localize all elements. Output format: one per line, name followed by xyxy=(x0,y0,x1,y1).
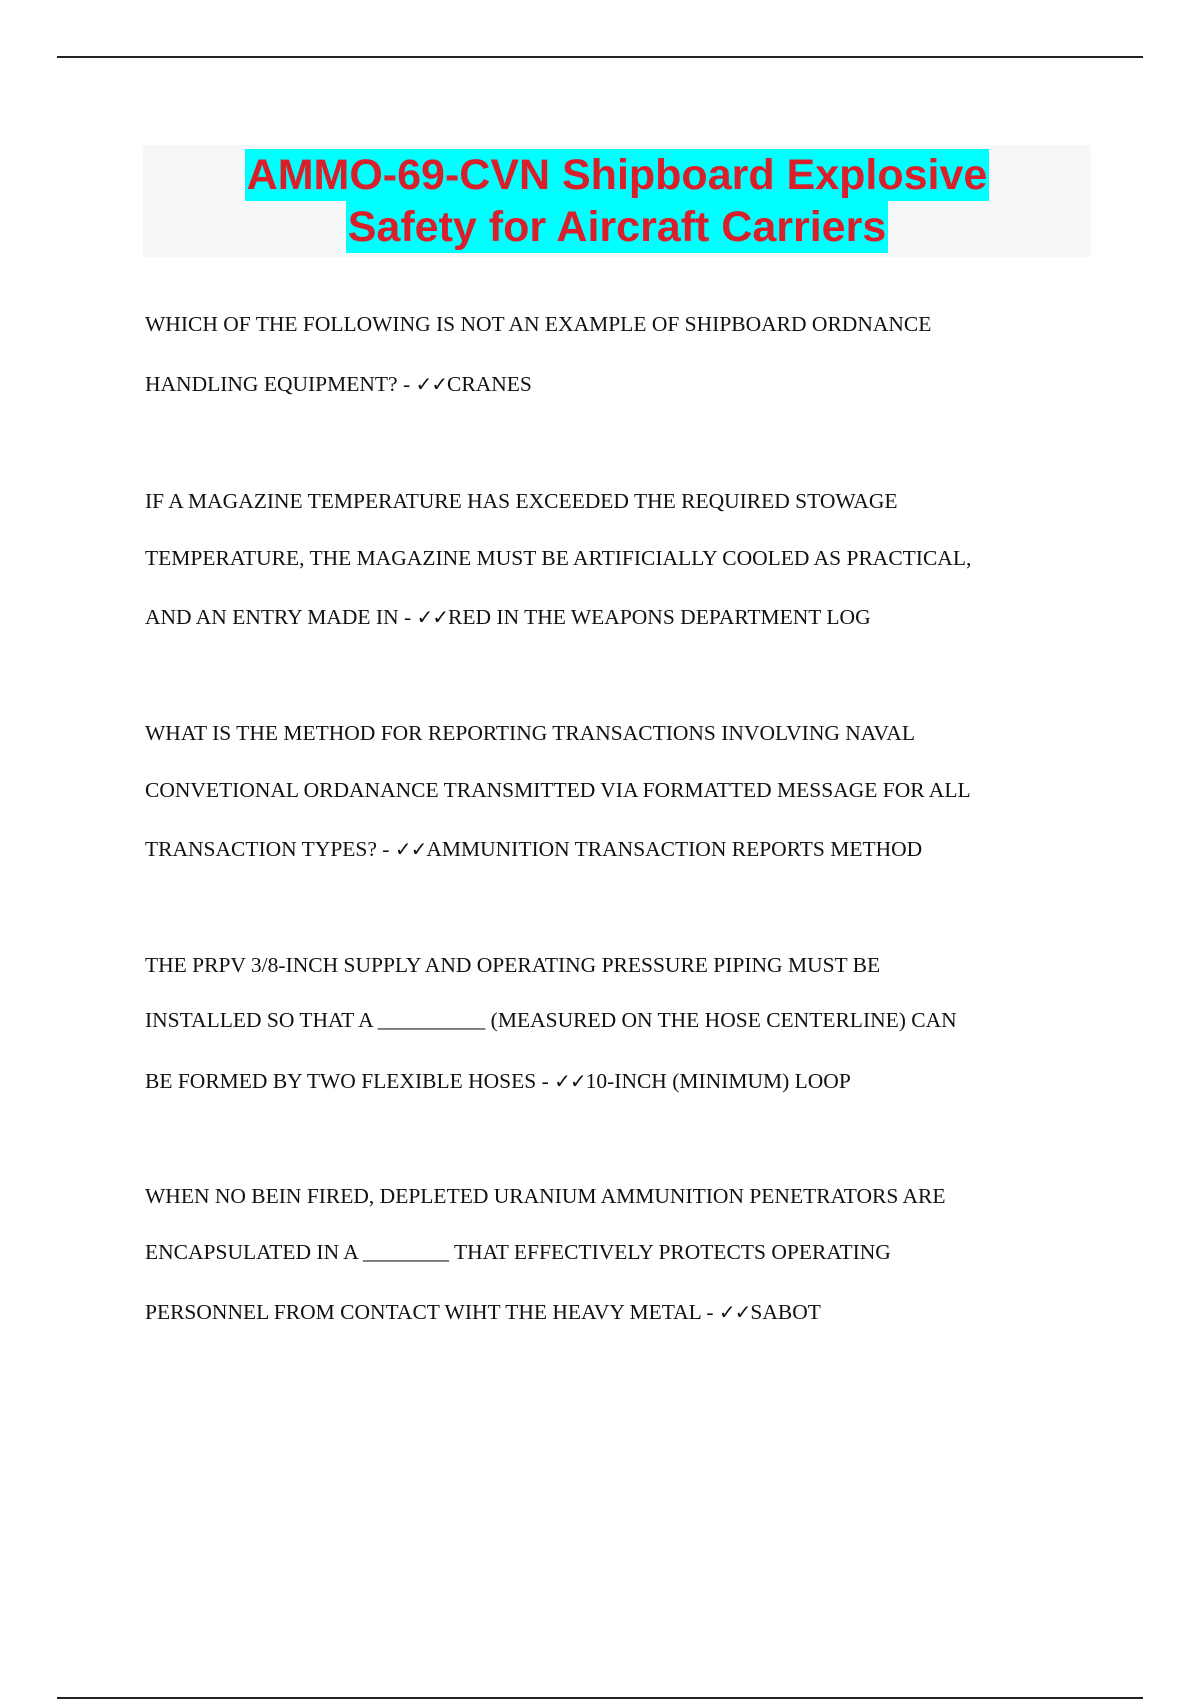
question-line: WHEN NO BEIN FIRED, DEPLETED URANIUM AMMUNITION PENETRATORS ARE xyxy=(145,1184,946,1208)
question-line: CONVETIONAL ORDANANCE TRANSMITTED VIA FORMATTED MESSAGE FOR ALL xyxy=(145,778,971,802)
question-line: WHAT IS THE METHOD FOR REPORTING TRANSACTIONS INVOLVING NAVAL xyxy=(145,721,915,745)
question-line: TEMPERATURE, THE MAGAZINE MUST BE ARTIFICIALLY COOLED AS PRACTICAL, xyxy=(145,546,972,570)
question-line xyxy=(145,1298,821,1326)
question-line xyxy=(145,370,532,398)
question-line xyxy=(145,603,871,631)
answer-text: AMMUNITION TRANSACTION REPORTS METHOD xyxy=(426,837,923,861)
question-text: BE FORMED BY TWO FLEXIBLE HOSES - xyxy=(145,1069,555,1093)
question-line xyxy=(145,1067,851,1095)
double-check-icon: ✓✓ xyxy=(718,1300,751,1324)
double-check-icon: ✓✓ xyxy=(416,605,449,629)
answer-text: CRANES xyxy=(447,372,532,396)
title-box xyxy=(143,145,1091,257)
question-text: AND AN ENTRY MADE IN - xyxy=(145,605,417,629)
question-line: THE PRPV 3/8-INCH SUPPLY AND OPERATING PRESSURE PIPING MUST BE xyxy=(145,953,881,977)
double-check-icon: ✓✓ xyxy=(394,837,427,861)
question-text: TRANSACTION TYPES? - xyxy=(145,837,395,861)
question-line: ENCAPSULATED IN A ________ THAT EFFECTIVELY PROTECTS OPERATING xyxy=(145,1240,891,1264)
question-line xyxy=(145,835,922,863)
question-line: WHICH OF THE FOLLOWING IS NOT AN EXAMPLE OF SHIPBOARD ORDNANCE xyxy=(145,312,932,336)
document-title-line-1: AMMO-69-CVN Shipboard Explosive xyxy=(246,151,988,199)
answer-text: RED IN THE WEAPONS DEPARTMENT LOG xyxy=(448,605,871,629)
document-title-line-2: Safety for Aircraft Carriers xyxy=(347,203,887,251)
answer-text: 10-INCH (MINIMUM) LOOP xyxy=(585,1069,851,1093)
question-text: HANDLING EQUIPMENT? - xyxy=(145,372,416,396)
double-check-icon: ✓✓ xyxy=(554,1069,586,1093)
question-text: PERSONNEL FROM CONTACT WIHT THE HEAVY METAL - xyxy=(145,1300,719,1324)
bottom-rule xyxy=(57,1697,1143,1699)
question-line: INSTALLED SO THAT A __________ (MEASURED ON THE HOSE CENTERLINE) CAN xyxy=(145,1008,957,1032)
answer-text: SABOT xyxy=(750,1300,821,1324)
question-line: IF A MAGAZINE TEMPERATURE HAS EXCEEDED THE REQUIRED STOWAGE xyxy=(145,489,898,513)
top-rule xyxy=(57,56,1143,58)
double-check-icon: ✓✓ xyxy=(415,372,448,396)
